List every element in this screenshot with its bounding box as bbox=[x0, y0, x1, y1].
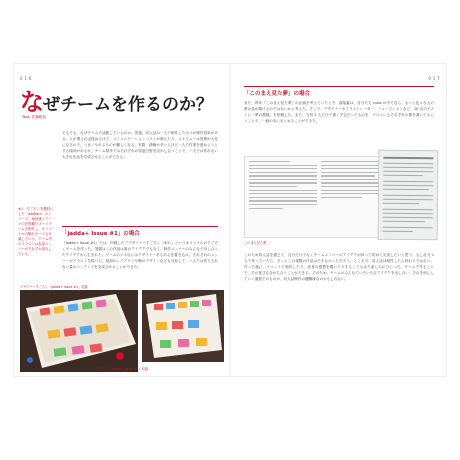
book-left-page bbox=[249, 161, 317, 231]
board-game-photo-large bbox=[20, 290, 138, 372]
photo-caption-top: デザイナーすごろく『jadda+ Issue #1』収録 bbox=[20, 285, 88, 289]
byline: Text: 佐藤雅裕 bbox=[22, 115, 46, 119]
headline-first-char: な bbox=[20, 88, 43, 116]
book-caption: このまえ見た夢 bbox=[244, 241, 267, 245]
side-note: ※1：すごろくを題材にした「dadda+」のシリーズ。毎回違うテーマの世界観でボードゲームを制作し、オリジナルの駒やカードも付属している。ゲーム内のイラストは参加メンバーがそれぞれ担当している。 bbox=[18, 207, 54, 256]
book-page-photo bbox=[378, 150, 439, 241]
left-page bbox=[14, 64, 230, 376]
board-game-photo-small bbox=[142, 290, 224, 362]
magazine-spread bbox=[14, 64, 446, 376]
closing-paragraph: このため同人誌を通じて、自分だけでなくチームメンバーのアイデアが持って初めて完成したいと思う。もし自分 1 人で作っていたら、きっとこの規模の作品はできなかっただろう。ところで、同人誌は制作したら終わりではない。作った後に、イベントで頒布したり、読者の感想を聞いたりすることもまた楽しみのひとつだ。チームで作ることで、その喜びも分かち合うことができる。そのため、チームのみんなでいろいろなアイデアを出し合い、それを形にしていく過程そのものが、同人誌制作の醍醐味なのかもしれない。 bbox=[244, 253, 434, 281]
right-page bbox=[230, 64, 446, 376]
jadda-paragraph: 『jadda+ Issue #1』では、印刷した『デザイナーすごろく（※1）』というオリジナルのすごろくゲームを作った。発端はこの作品は誰のアイデアでもなく、制作メンバーのみんなで出し合ったアイデアから生まれた。ゲームのマス目にはデザイナーあるあるを書き込み、それぞれのメンバーがイラストを描いた。紙面のレイアウトや駒のデザインなども分担して、一人では作りきれない量のコンテンツを完成させることができた。 bbox=[62, 241, 218, 269]
intro-paragraph: そもそも、なぜチームで活動しているのか。普通、同人誌は一人で制作したほうが制作効率がある。人が増えれば揉めるほど、コミュニケーションコストが増えたり、スケジュール管理が大変になるので、うまくやれるものが難しくなる。実際、経験が多い人ほど一人で作業を進めようとする傾向があるが、チーム制作ではそれぞれの得意分野を活かし合うことで、一人では作れない大きな作品を完成させることができる。 bbox=[62, 131, 218, 159]
article-headline bbox=[20, 82, 213, 117]
photo-caption-bottom: すごろく『jadda+ Issue #1』収録 bbox=[96, 367, 148, 371]
open-book-photo bbox=[244, 156, 394, 238]
left-folio: 0 1 6 bbox=[20, 76, 32, 81]
dream-paragraph: また、昨年『このまえ見た夢』の企画を考えていたとき、面接番は、自分たち cube の中でなら、もっと色々な人の夢の話が聞けるのではないかと考えた。そこで、デザイナーやイラストレーター、ミュージシャンなど、10 名のゲストに「夢の模様」を依頼した。また、当初 2 人だけで書く予定だったものを、ゲストにもそれぞれの夢を書いてもらうことで、一冊の本にまとめることができた。 bbox=[244, 101, 434, 123]
headline-rest: ぜチームを作るのか？ bbox=[43, 95, 213, 115]
section-heading-jadda: 「jadda+ Issue #1」の場合 bbox=[62, 226, 218, 237]
right-folio: 0 1 7 bbox=[428, 76, 440, 81]
section-heading-dream: 「このまえ見た夢」の場合 bbox=[244, 86, 434, 97]
